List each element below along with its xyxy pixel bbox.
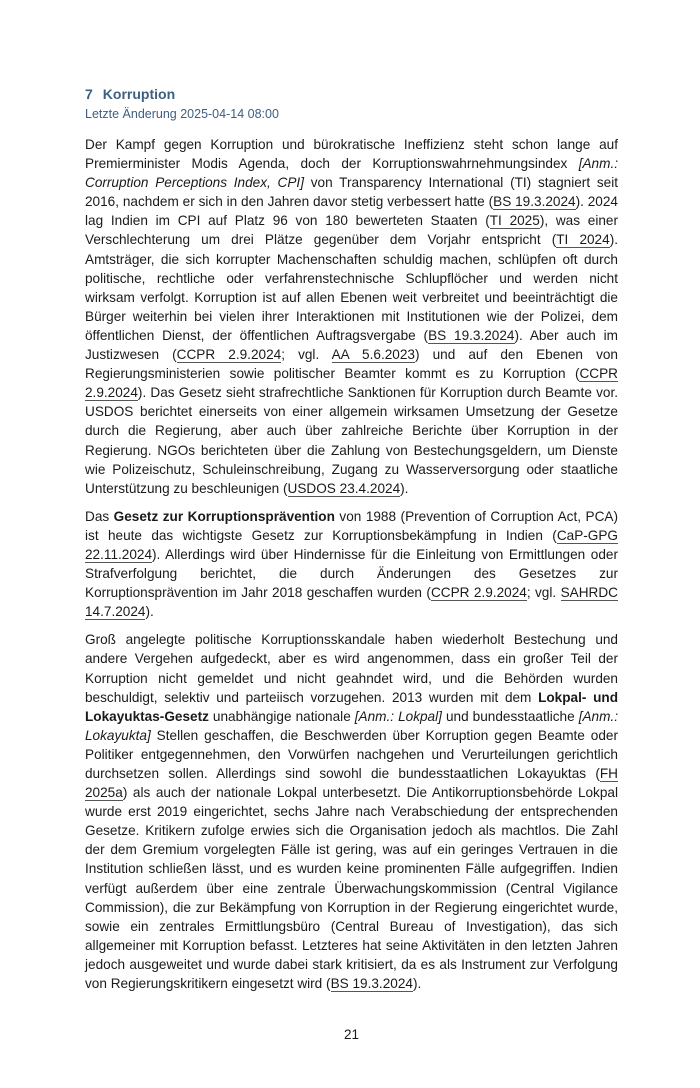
citation-link[interactable]: BS 19.3.2024	[330, 976, 413, 992]
annotation-text: [Anm.: Corruption Perceptions Index, CPI]	[85, 156, 618, 191]
section-title: Korruption	[102, 86, 176, 102]
text-run: Der Kampf gegen Korruption und bürokratische Ineffizienz steht schon lange auf Premierminister Modis Agenda, doch der Korruptionswahrnehmungsindex	[85, 137, 618, 172]
citation-link[interactable]: USDOS 23.4.2024	[287, 480, 401, 496]
annotation-text: [Anm.: Lokayukta]	[85, 708, 618, 743]
text-run: Groß angelegte politische Korruptionsskandale haben wiederholt Bestechung und andere Vergehen aufgedeckt, aber es wird angenommen, dass ein großer Teil der Korruption nicht gemeldet und nicht geahndet wird, und die Behörden wurden beschuldigt, selektiv und parteiisch vorzugehen. 2013 wurden mit dem	[85, 632, 618, 705]
last-change-date: Letzte Änderung 2025-04-14 08:00	[85, 107, 279, 121]
text-run: ; vgl.	[281, 347, 332, 363]
paragraph	[85, 507, 618, 622]
text-run: ).	[400, 480, 409, 496]
document-page	[85, 84, 618, 1002]
text-run: ). 2024 lag Indien im CPI auf Platz 96 von 180 bewerteten Staaten (	[85, 194, 618, 229]
citation-link[interactable]: TI 2025	[489, 213, 540, 229]
text-run: Stellen geschaffen, die Beschwerden über Korruption gegen Beamte oder Politiker entgegennehmen, den Vorwürfen nachgehen und Verurteilungen gerichtlich durchsetzen sollen. Allerdings sind sowohl die bundesstaatlichen Lokayuktas (	[85, 727, 618, 781]
paragraph	[85, 630, 618, 993]
citation-link[interactable]: CCPR 2.9.2024	[176, 347, 282, 363]
bold-term: Lokpal- und Lokayuktas-Gesetz	[85, 689, 619, 724]
citation-link[interactable]: CaP-GPG 22.11.2024	[85, 527, 618, 562]
text-run: von 1988 (Prevention of Corruption Act, PCA) ist heute das wichtigste Gesetz zur Korruptionsbekämpfung in Indien (	[85, 508, 618, 543]
citation-link[interactable]: CCPR 2.9.2024	[430, 585, 527, 601]
page-number: 21	[343, 1027, 360, 1043]
text-run: unabhängige nationale	[208, 708, 355, 724]
citation-link[interactable]: SAHRDC 14.7.2024	[85, 585, 618, 620]
text-run: ) als auch der nationale Lokpal unterbesetzt. Die Antikorruptionsbehörde Lokpal wurde erst 2019 eingerichtet, sechs Jahre nach Verabschiedung der entsprechenden Gesetze. Kritikern zufolge erwies sich die Organisation jedoch als machtlos. Die Zahl der dem Gremium vorgelegten Fälle ist gering, was auf ein geringes Vertrauen in die Institution schließen lässt, und es wurden keine prominenten Fälle aufgegriffen. Indien verfügt außerdem über eine zentrale Überwachungskommission (Central Vigilance Commission), die zur Bekämpfung von Korruption in der Regierung eingerichtet wurde, sowie ein zentrales Ermittlungsbüro (Central Bureau of Investigation), das sich allgemeiner mit Korruption befasst. Letzteres hat seine Aktivitäten in den letzten Jahren jedoch ausgeweitet und wurde dabei stark kritisiert, da es als Instrument zur Verfolgung von Regierungskritikern eingesetzt wird (	[85, 785, 618, 992]
text-run: ). Allerdings wird über Hindernisse für die Einleitung von Ermittlungen oder Strafverfolgung berichtet, die durch Änderungen des Gesetzes zur Korruptionsprävention im Jahr 2018 geschaffen wurden (	[85, 546, 618, 601]
text-run: ; vgl.	[526, 585, 561, 601]
text-run: und bundesstaatliche	[441, 708, 579, 724]
text-run: ). Das Gesetz sieht strafrechtliche Sanktionen für Korruption durch Beamte vor. USDOS berichtet einerseits von einer allgemein wirksamen Umsetzung der Gesetze durch die Regierung, aber auch über zahlreiche Berichte über Korruption in der Regierung. NGOs berichteten über die Zahlung von Bestechungsgeldern, um Dienste wie Polizeischutz, Schuleinschreibung, Zugang zu Wasserversorgung oder staatliche Unterstützung zu beschleunigen (	[85, 385, 618, 496]
text-run: ).	[145, 604, 154, 620]
text-run: ).	[412, 976, 422, 992]
citation-link[interactable]: BS 19.3.2024	[493, 194, 576, 210]
text-run: Das	[85, 508, 114, 524]
citation-link[interactable]: BS 19.3.2024	[428, 327, 515, 343]
section-number: 7	[85, 86, 93, 102]
citation-link[interactable]: FH 2025a	[85, 766, 618, 801]
citation-link[interactable]: AA 5.6.2023	[331, 347, 415, 363]
text-run: ), was einer Verschlechterung um drei Plätze gegenüber dem Vorjahr entspricht (	[85, 213, 618, 248]
text-run: ). Amtsträger, die sich korrupter Machenschaften schuldig machen, schlüpfen oft durch politische, rechtliche oder verfahrenstechnische Schlupflöcher und werden nicht wirksam verfolgt. Korruption ist auf allen Ebenen weit verbreitet und beeinträchtigt die Bürger weiterhin bei vielen ihrer Interaktionen mit Institutionen wie der Polizei, dem öffentlichen Dienst, der öffentlichen Auftragsvergabe (	[85, 232, 618, 343]
section-heading	[85, 84, 618, 104]
bold-term: Gesetz zur Korruptionsprävention	[113, 508, 335, 524]
citation-link[interactable]: CCPR 2.9.2024	[85, 366, 618, 401]
text-run: ). Aber auch im Justizwesen (	[85, 327, 619, 363]
annotation-text: [Anm.: Lokpal]	[354, 708, 442, 724]
paragraph	[85, 135, 618, 498]
text-run: ) und auf den Ebenen von Regierungsministerien sowie politischer Beamter kommt es zu Korruption (	[85, 347, 618, 382]
citation-link[interactable]: TI 2024	[556, 232, 610, 248]
text-run: von Transparency International (TI) stagniert seit 2016, nachdem er sich in den Jahren davor stetig verbessert hatte (	[85, 175, 618, 210]
section-body	[85, 135, 618, 993]
